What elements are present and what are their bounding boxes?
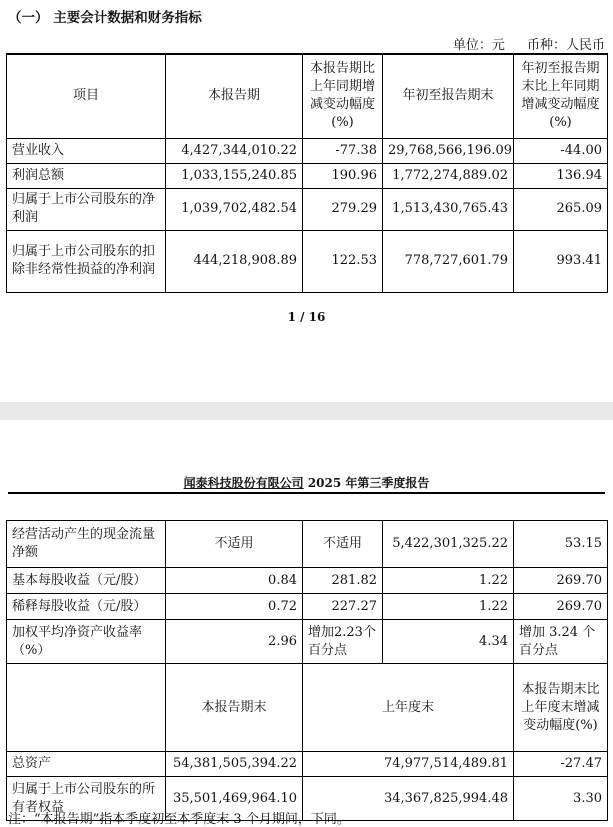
value-cell: 增加2.23个百分点 [303,620,383,664]
value-cell: 444,218,908.89 [166,230,303,292]
row-label: 归属于上市公司股东的所有者权益 [7,777,166,821]
header-cell: 年初至报告期末 [383,54,514,138]
value-cell: 54,381,505,394.22 [166,752,303,777]
value-cell: 1.22 [383,568,514,594]
row-label: 归属于上市公司股东的净利润 [7,188,166,230]
table-row [7,230,608,292]
page-gap [0,402,613,420]
value-cell: -77.38 [303,138,383,163]
value-cell: 4.34 [383,620,514,664]
row-label: 营业收入 [7,138,166,163]
row-label: 经营活动产生的现金流量净额 [7,521,166,568]
section-title: （一） 主要会计数据和财务指标 [8,10,202,26]
value-cell: 778,727,601.79 [383,230,514,292]
unit-label: 单位：元 [452,38,505,53]
table-row [7,163,608,188]
value-cell: 190.96 [303,163,383,188]
value-cell: 29,768,566,196.09 [383,138,514,163]
value-cell: 136.94 [514,163,608,188]
header-cell: 年初至报告期末比上年同期增减变动幅度(%) [514,54,608,138]
company-name: 闻泰科技股份有限公司 [183,476,304,490]
empty-header-cell [7,664,166,752]
header-cell: 项目 [7,54,166,138]
table-row [7,620,608,664]
table-row [7,752,608,777]
value-cell: 不适用 [303,521,383,568]
footnote: 注：“本报告期”指本季度初至本季度末 3 个月期间，下同。 [8,812,350,827]
document-page-2 [0,420,613,827]
value-cell: 2.96 [166,620,303,664]
header-cell: 本报告期 [166,54,303,138]
value-cell: 281.82 [303,568,383,594]
header-cell: 本报告期末比上年度末增减变动幅度(%) [514,664,608,752]
value-cell: 269.70 [514,594,608,620]
page-number: 1 / 16 [287,310,326,324]
row-label: 基本每股收益（元/股） [7,568,166,594]
row-label: 总资产 [7,752,166,777]
row-label: 利润总额 [7,163,166,188]
value-cell: 34,367,825,994.48 [303,777,514,821]
table-row [7,568,608,594]
value-cell: -44.00 [514,138,608,163]
value-cell: 1.22 [383,594,514,620]
value-cell: 0.84 [166,568,303,594]
value-cell: 5,422,301,325.22 [383,521,514,568]
value-cell: 227.27 [303,594,383,620]
value-cell: 0.72 [166,594,303,620]
page-header [0,474,613,491]
table-row [7,521,608,568]
table-row [7,188,608,230]
value-cell: 1,033,155,240.85 [166,163,303,188]
value-cell: 74,977,514,489.81 [303,752,514,777]
header-rule [8,492,605,494]
value-cell: 53.15 [514,521,608,568]
header-cell: 本报告期末 [166,664,303,752]
currency-label: 币种：人民币 [526,38,605,53]
row-label: 归属于上市公司股东的扣除非经常性损益的净利润 [7,230,166,292]
value-cell: 增加 3.24 个百分点 [514,620,608,664]
value-cell: 1,513,430,765.43 [383,188,514,230]
value-cell: 269.70 [514,568,608,594]
row-label: 加权平均净资产收益率（%） [7,620,166,664]
value-cell: 122.53 [303,230,383,292]
document-page-1 [0,0,613,402]
value-cell: 1,772,274,889.02 [383,163,514,188]
financial-data-table [6,53,608,293]
table-row [7,594,608,620]
value-cell: 993.41 [514,230,608,292]
balance-header-row [7,664,608,752]
value-cell: 不适用 [166,521,303,568]
value-cell: 265.09 [514,188,608,230]
table-header-row [7,54,608,138]
value-cell: -27.47 [514,752,608,777]
value-cell: 3.30 [514,777,608,821]
report-title: 2025 年第三季度报告 [307,476,430,490]
value-cell: 279.29 [303,188,383,230]
value-cell: 1,039,702,482.54 [166,188,303,230]
table-row [7,138,608,163]
header-cell: 上年度末 [303,664,514,752]
unit-line [449,34,605,53]
header-cell: 本报告期比上年同期增减变动幅度(%) [303,54,383,138]
financial-data-table-continued [6,520,608,821]
value-cell: 35,501,469,964.10 [166,777,303,821]
value-cell: 4,427,344,010.22 [166,138,303,163]
row-label: 稀释每股收益（元/股） [7,594,166,620]
